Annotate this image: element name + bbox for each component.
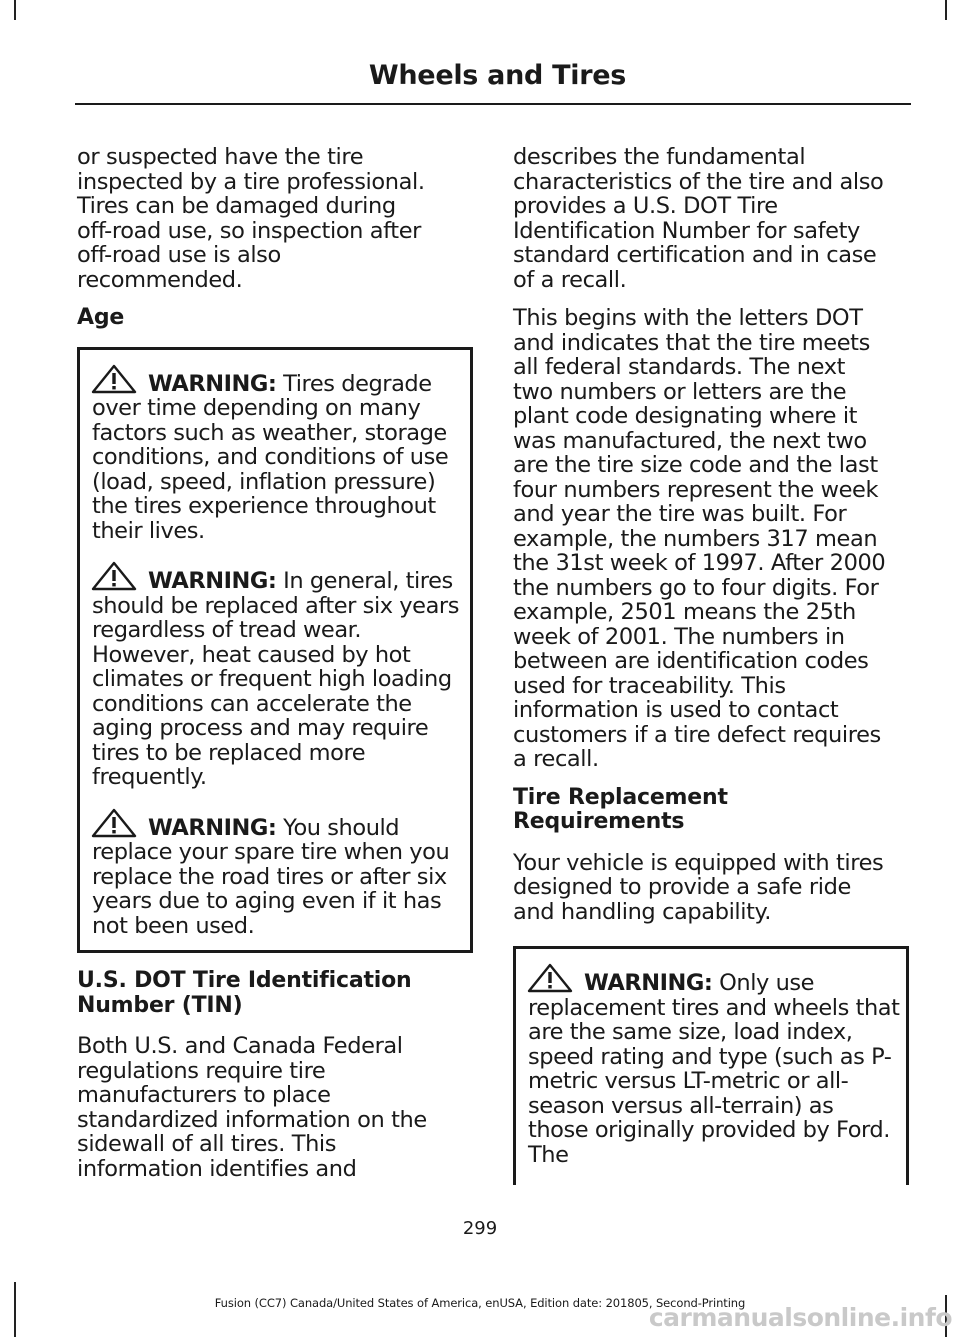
warning-spare-tire (92, 808, 464, 939)
warning-label: WARNING: (148, 370, 277, 397)
header-divider (75, 103, 911, 105)
tin-paragraph: Both U.S. and Canada Federal regulations require tire manufacturers to place standardized information on the sidewall of all tires. This information identifies and (77, 1033, 427, 1182)
warning-degrade (92, 364, 464, 544)
right-column (513, 145, 909, 1185)
warning-triangle-icon (90, 808, 138, 838)
dot-paragraph: This begins with the letters DOT and indicates that the tire meets all federal standards. The next two numbers or letters are the plant code designating where it was manufactured, the next two are the tire size code and the last four numbers represent the week and year the tire was built. For example, the numbers 317 mean the 31st week of 1997. After 2000 the numbers go to four digits. For example, 2501 means the 25th week of 2001. The numbers in between are identification codes used for traceability. This information is used to contact customers if a tire defect requires a recall. (513, 305, 886, 772)
warning-label: WARNING: (148, 568, 277, 594)
crop-mark-top-right (945, 0, 947, 20)
replacement-paragraph: Your vehicle is equipped with tires designed to provide a safe ride and handling capability. (513, 849, 884, 925)
page-number: 299 (462, 1218, 498, 1239)
warning-text: In general, tires should be replaced after six years regardless of tread wear. However, heat caused by hot climates or frequent high loading conditions can accelerate the aging process and may require tires to be replaced more frequently. (92, 568, 459, 790)
warning-replacement-tires (528, 963, 900, 1167)
left-column (77, 145, 473, 1195)
warning-text: Tires degrade over time depending on many factors such as weather, storage conditions, and conditions of use (load, speed, inflation pressure) the tires experience throughout their lives. (92, 370, 449, 544)
page-title: Wheels and Tires (368, 60, 626, 91)
crop-mark-top-left (14, 0, 16, 20)
tin-heading: U.S. DOT Tire Identification Number (TIN) (77, 968, 412, 1018)
warning-six-years (92, 561, 464, 790)
warning-label: WARNING: (148, 814, 277, 841)
replacement-heading: Tire Replacement Requirements (513, 784, 728, 834)
warning-triangle-icon (90, 561, 138, 591)
replacement-warning-box (513, 946, 909, 1185)
age-heading: Age (77, 305, 125, 330)
warning-text: You should replace your spare tire when you replace the road tires or after six years due to aging even if it has not been used. (92, 814, 450, 939)
footer-edition-info: Fusion (CC7) Canada/United States of America, enUSA, Edition date: 201805, Second-Printing (214, 1296, 746, 1310)
age-warning-box (77, 347, 473, 954)
continued-paragraph: describes the fundamental characteristics of the tire and also provides a U.S. DOT Tire Identification Number for safety standard certification and in case of a recall. (513, 144, 884, 293)
warning-triangle-icon (526, 963, 574, 993)
watermark: carmanualsonline.info (648, 1303, 952, 1332)
warning-triangle-icon (90, 364, 138, 394)
warning-label: WARNING: (584, 970, 713, 996)
warning-text: Only use replacement tires and wheels that are the same size, load index, speed rating and type (such as P-metric versus LT-metric or all-season versus all-terrain) as those originally provided by Ford. The (528, 970, 900, 1168)
intro-paragraph: or suspected have the tire inspected by a tire professional. Tires can be damaged during off-road use, so inspection after off-road use is also recommended. (77, 144, 425, 293)
